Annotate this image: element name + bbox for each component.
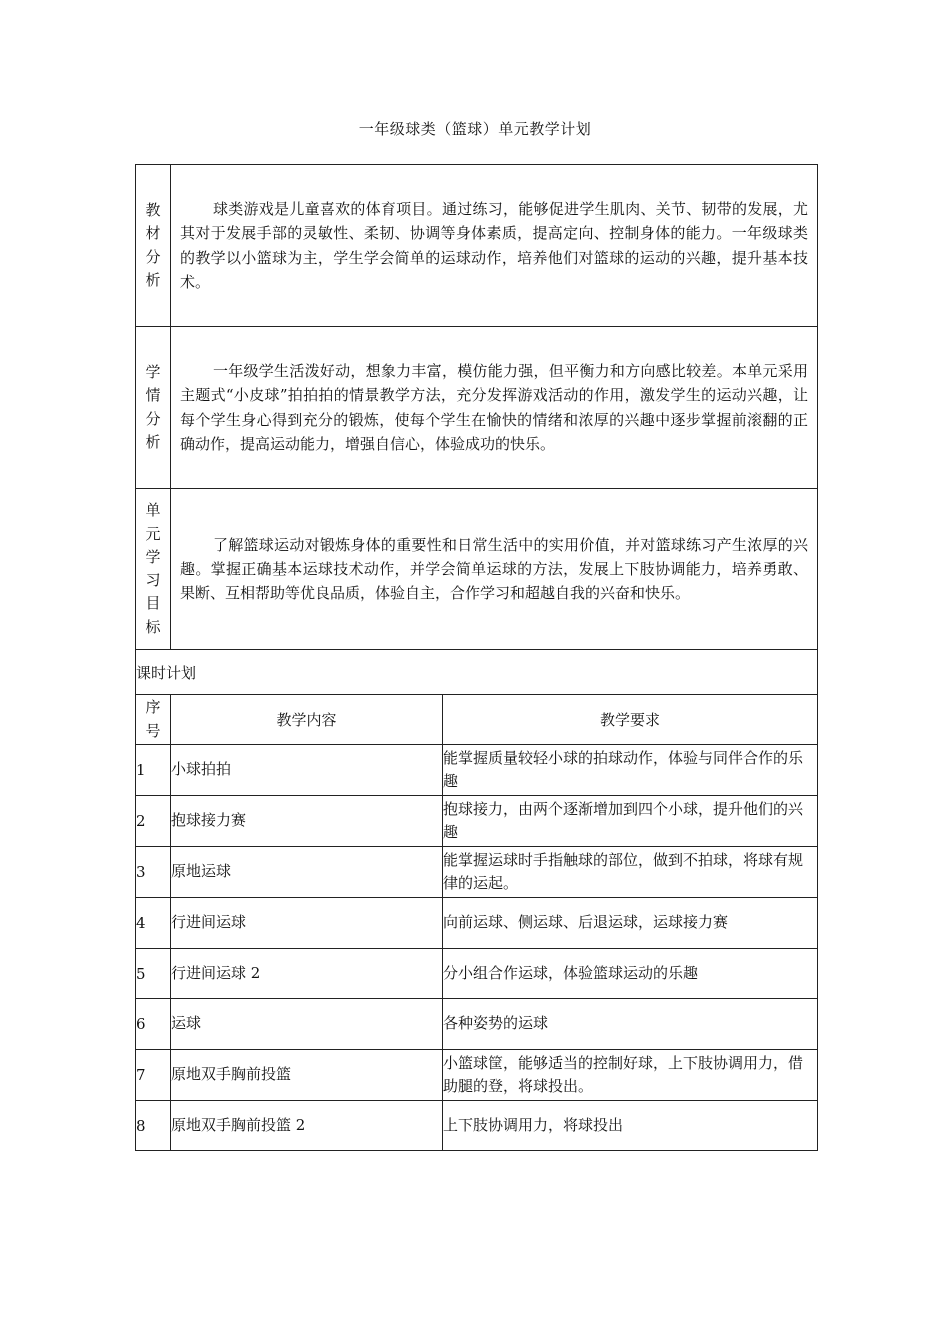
section-label: 教 材 分 析 — [136, 165, 171, 327]
col-header-content: 教学内容 — [171, 695, 443, 745]
section-material-analysis — [136, 165, 818, 327]
content-cell: 原地运球 — [171, 847, 443, 898]
lesson-plan-heading: 课时计划 — [136, 650, 818, 695]
requirement-cell: 能掌握运球时手指触球的部位，做到不拍球，将球有规律的运起。 — [443, 847, 818, 898]
col-header-seq: 序 号 — [136, 695, 171, 745]
seq-cell: 1 — [136, 745, 171, 796]
page-title: 一年级球类（篮球）单元教学计划 — [358, 120, 592, 138]
table-row — [136, 898, 818, 949]
seq-cell: 8 — [136, 1101, 171, 1151]
seq-cell: 5 — [136, 949, 171, 999]
section-label: 单 元 学 习 目 标 — [136, 489, 171, 650]
table-row — [136, 796, 818, 847]
col-header-requirement: 教学要求 — [443, 695, 818, 745]
content-cell: 原地双手胸前投篮 2 — [171, 1101, 443, 1151]
table-row — [136, 949, 818, 999]
section-unit-goals — [136, 489, 818, 650]
seq-cell: 3 — [136, 847, 171, 898]
requirement-cell: 上下肢协调用力，将球投出 — [443, 1101, 818, 1151]
section-student-analysis — [136, 327, 818, 489]
requirement-cell: 各种姿势的运球 — [443, 999, 818, 1050]
seq-cell: 6 — [136, 999, 171, 1050]
section-content: 了解篮球运动对锻炼身体的重要性和日常生活中的实用价值，并对篮球练习产生浓厚的兴趣。掌握正确基本运球技术动作，并学会简单运球的方法，发展上下肢协调能力，培养勇敢、果断、互相帮助等优良品质，体验自主，合作学习和超越自我的兴奋和快乐。 — [171, 489, 818, 650]
requirement-cell: 向前运球、侧运球、后退运球，运球接力赛 — [443, 898, 818, 949]
seq-cell: 2 — [136, 796, 171, 847]
unit-plan-table — [135, 164, 818, 1151]
table-row — [136, 1101, 818, 1151]
content-cell: 抱球接力赛 — [171, 796, 443, 847]
section-label: 学 情 分 析 — [136, 327, 171, 489]
content-cell: 原地双手胸前投篮 — [171, 1050, 443, 1101]
content-cell: 小球拍拍 — [171, 745, 443, 796]
lesson-plan-heading-row — [136, 650, 818, 695]
content-cell: 行进间运球 — [171, 898, 443, 949]
table-row — [136, 847, 818, 898]
requirement-cell: 分小组合作运球，体验篮球运动的乐趣 — [443, 949, 818, 999]
seq-cell: 4 — [136, 898, 171, 949]
requirement-cell: 抱球接力，由两个逐渐增加到四个小球，提升他们的兴趣 — [443, 796, 818, 847]
section-content: 球类游戏是儿童喜欢的体育项目。通过练习，能够促进学生肌肉、关节、韧带的发展，尤其对于发展手部的灵敏性、柔韧、协调等身体素质，提高定向、控制身体的能力。一年级球类的教学以小篮球为主，学生学会简单的运球动作，培养他们对篮球的运动的兴趣，提升基本技术。 — [171, 165, 818, 327]
seq-cell: 7 — [136, 1050, 171, 1101]
section-content: 一年级学生活泼好动，想象力丰富，模仿能力强，但平衡力和方向感比较差。本单元采用主题式“小皮球”拍拍拍的情景教学方法，充分发挥游戏活动的作用，激发学生的运动兴趣，让每个学生身心得到充分的锻炼，使每个学生在愉快的情绪和浓厚的兴趣中逐步掌握前滚翻的正确动作，提高运动能力，增强自信心，体验成功的快乐。 — [171, 327, 818, 489]
table-row — [136, 1050, 818, 1101]
table-row — [136, 745, 818, 796]
content-cell: 运球 — [171, 999, 443, 1050]
content-cell: 行进间运球 2 — [171, 949, 443, 999]
table-row — [136, 999, 818, 1050]
lesson-plan-header-row — [136, 695, 818, 745]
requirement-cell: 能掌握质量较轻小球的拍球动作，体验与同伴合作的乐趣 — [443, 745, 818, 796]
requirement-cell: 小篮球筐，能够适当的控制好球，上下肢协调用力，借助腿的登，将球投出。 — [443, 1050, 818, 1101]
